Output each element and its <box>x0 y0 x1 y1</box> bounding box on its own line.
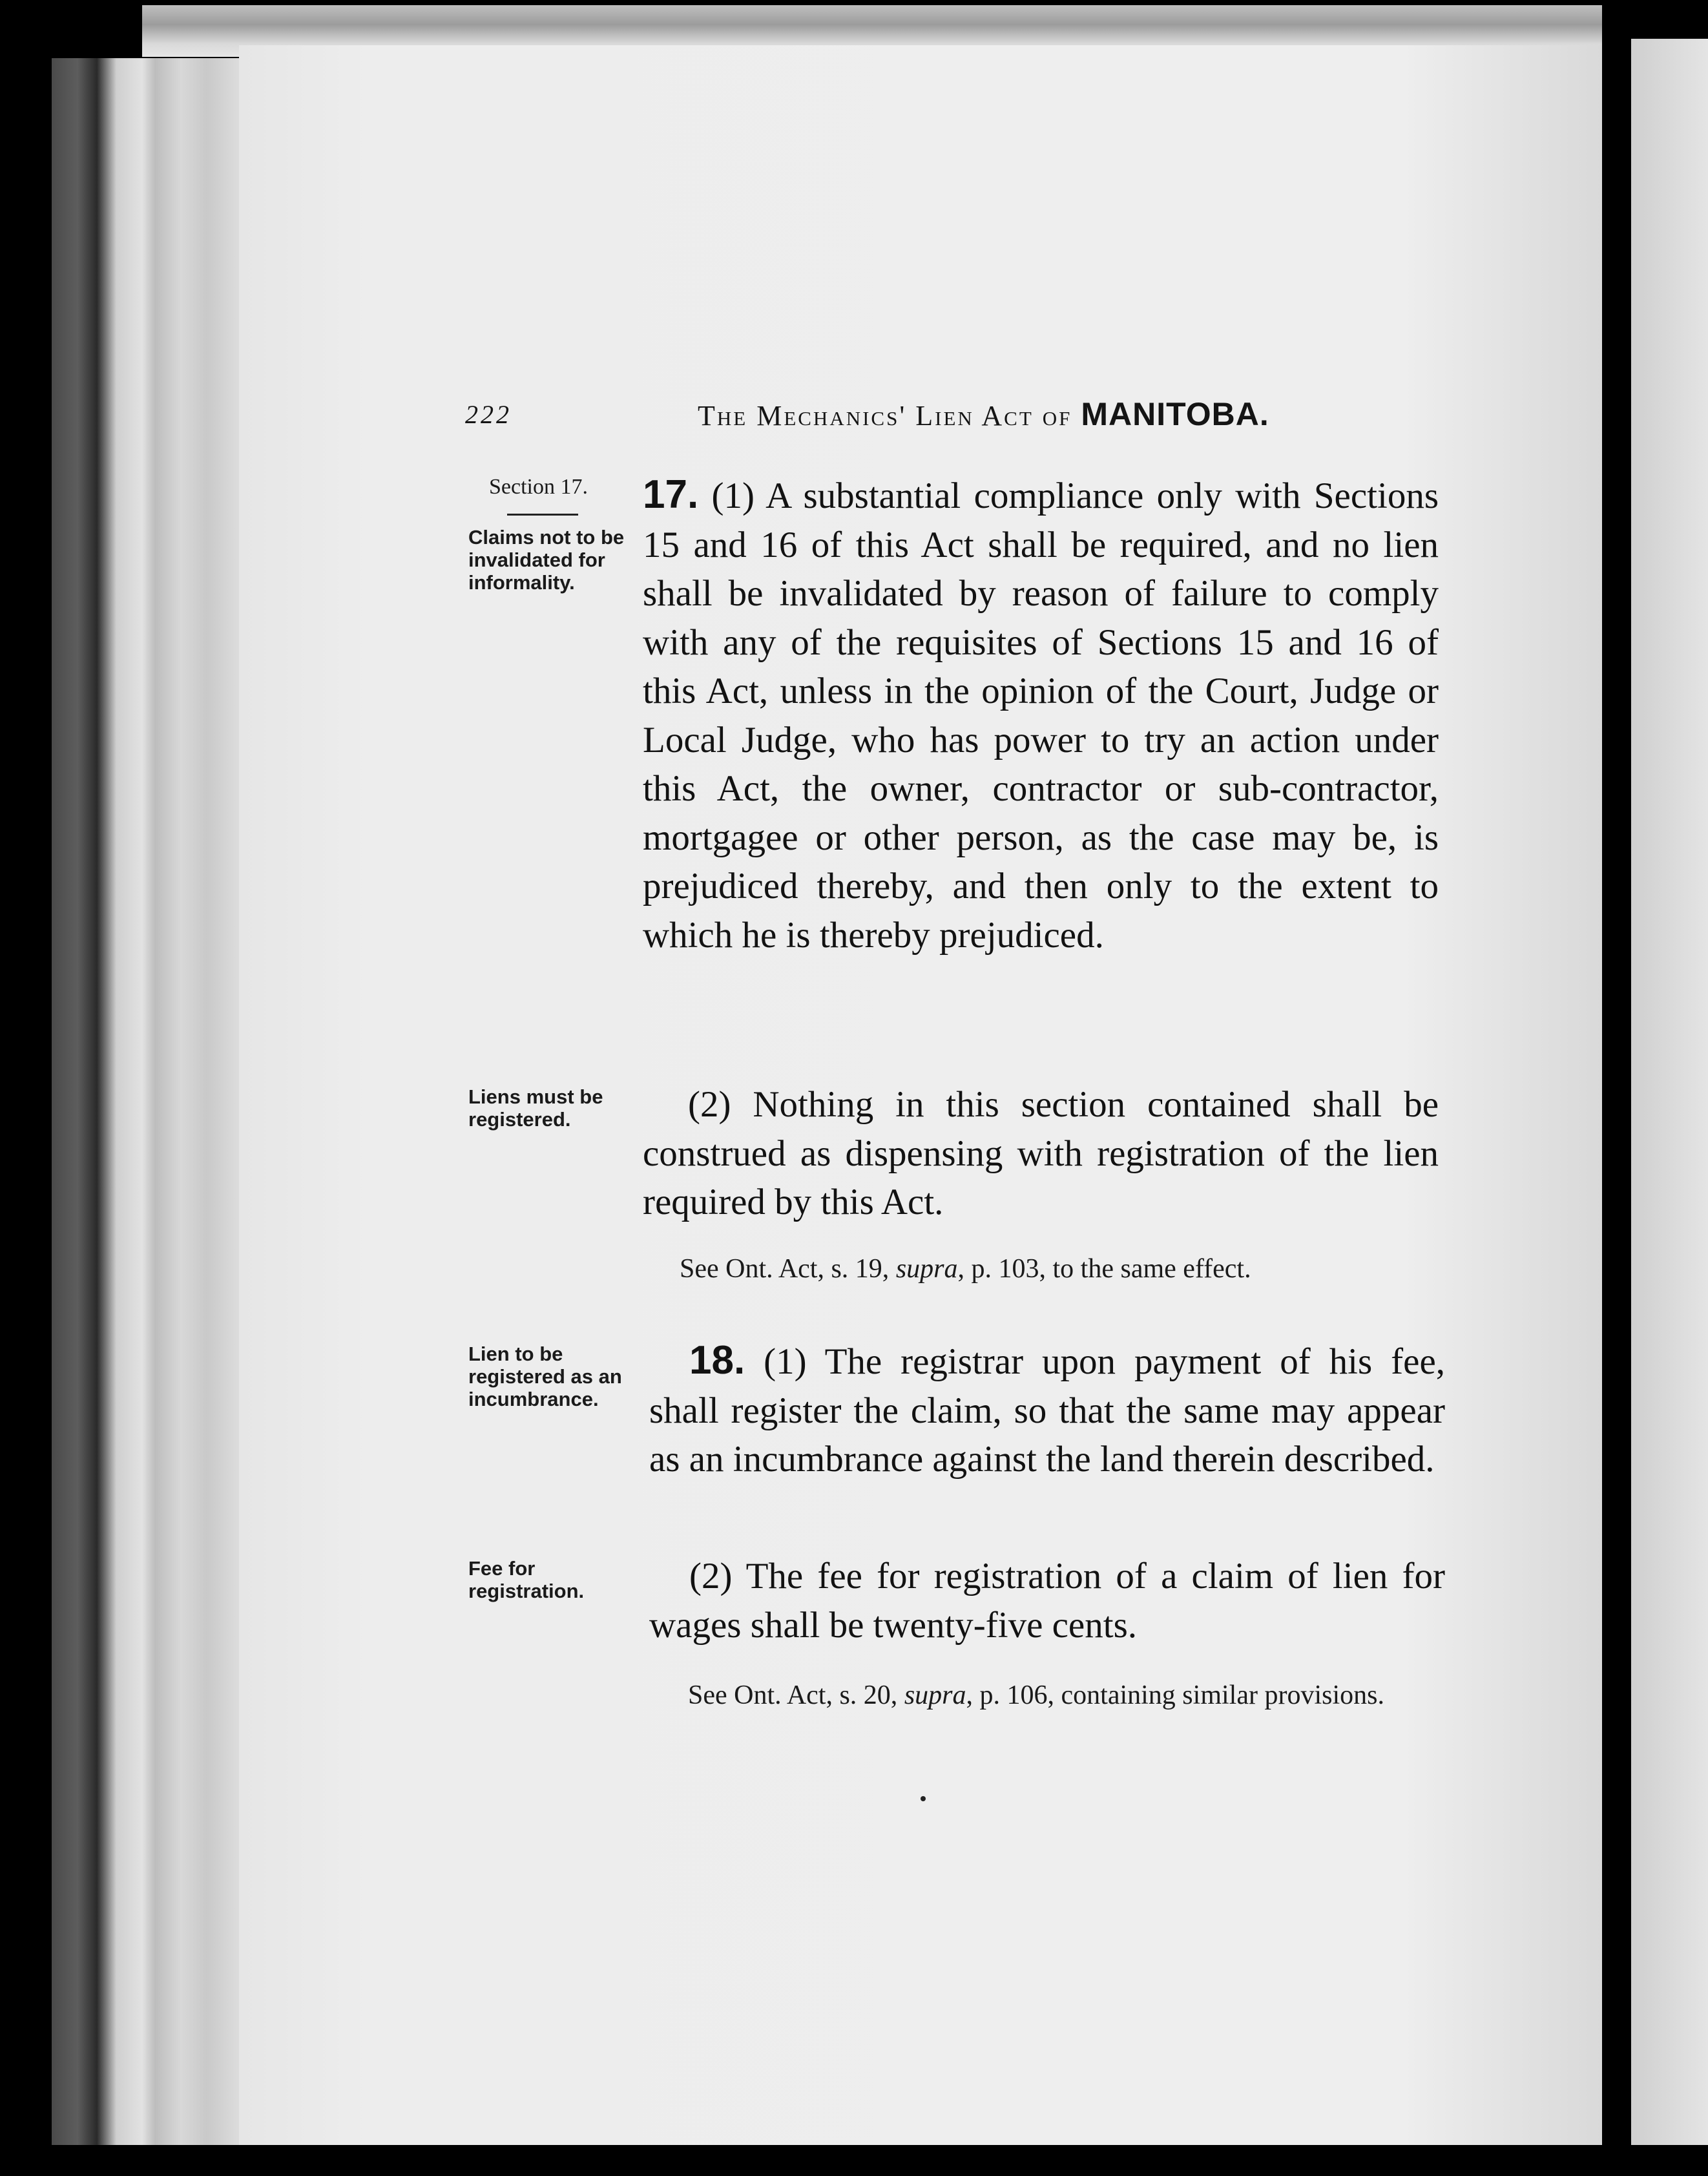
note-ont-act-19 <box>652 1248 1441 1290</box>
sidenote-claims-not-invalidated: Claims not to be invalidated for informality. <box>468 526 625 594</box>
note-2-text-a: See Ont. Act, s. 20, <box>688 1680 904 1710</box>
section-18-subsection-2: (2) The fee for registration of a claim of lien for wages shall be twenty-five cents. <box>649 1556 1445 1646</box>
section-18-subsection-1 <box>649 1336 1445 1484</box>
decorative-dot <box>921 1796 926 1801</box>
note-1-text-b: , p. 103, to the same effect. <box>957 1254 1251 1284</box>
section-18-1-text: (1) The registrar upon payment of his fee, shall register the claim, so that the same may appear as an incumbrance against the land therein described. <box>649 1341 1445 1480</box>
sidenote-lien-incumbrance: Lien to be registered as an incumbrance. <box>468 1343 622 1410</box>
section-17-subsection-1 <box>643 470 1439 959</box>
sidenote-rule <box>507 514 578 516</box>
page-title-prefix: The Mechanics' Lien Act of <box>698 400 1072 432</box>
sidenote-section-label: Section 17. <box>489 475 588 499</box>
page-title-bold: MANITOBA. <box>1081 396 1269 432</box>
sidenote-fee: Fee for registration. <box>468 1557 585 1602</box>
section-number-18: 18. <box>689 1338 745 1383</box>
facing-page-edge <box>1631 39 1708 2145</box>
section-17-1-text: (1) A substantial compliance only with Sections 15 and 16 of this Act shall be required, and no lien shall be invalidated by reason of failure to comply with any of the requisites of Sections 15 and 16 of this Act, unless in the opinion of the Court, Judge or Local Judge, who has power to try an action under this Act, the owner, contractor or sub-contractor, mortgagee or other person, as the case may be, is prejudiced thereby, and then only to the extent to which he is thereby prejudiced. <box>643 476 1439 956</box>
page-number: 222 <box>465 400 512 429</box>
note-1-text-a: See Ont. Act, s. 19, <box>680 1254 896 1284</box>
page-edges-stack <box>52 58 245 2145</box>
note-ont-act-20 <box>652 1675 1441 1716</box>
note-1-supra: supra <box>895 1254 958 1284</box>
section-number-17: 17. <box>643 472 699 517</box>
sidenote-liens-registered: Liens must be registered. <box>468 1085 603 1131</box>
section-17-subsection-2: (2) Nothing in this section contained shall be construed as dispensing with registration of the lien required by this Act. <box>643 1084 1439 1222</box>
running-head <box>0 395 1708 441</box>
note-2-supra: supra <box>904 1680 966 1710</box>
note-2-text-b: , p. 106, containing similar provisions. <box>966 1680 1384 1710</box>
page-title <box>698 395 1269 433</box>
